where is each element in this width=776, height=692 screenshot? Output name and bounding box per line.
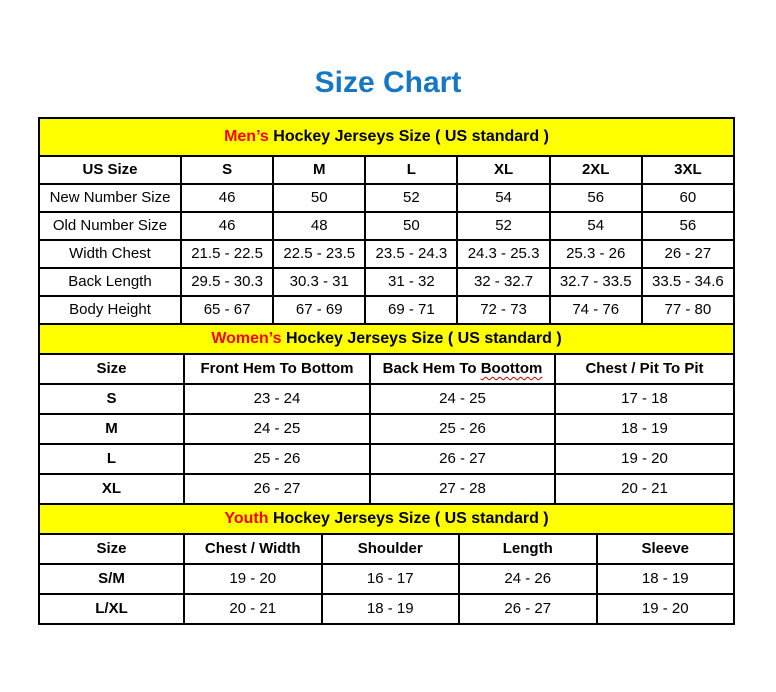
column-header-cell: S <box>181 156 273 184</box>
mens-section-banner <box>39 118 734 156</box>
value-cell: 25.3 - 26 <box>550 240 642 268</box>
column-header-cell: M <box>273 156 365 184</box>
table-row <box>39 384 734 414</box>
youth-header-row <box>39 534 734 564</box>
youth-banner-highlight: Youth <box>224 510 269 528</box>
mens-header-row <box>39 156 734 184</box>
row-label-cell: S <box>39 384 184 414</box>
value-cell: 50 <box>365 212 457 240</box>
value-cell: 56 <box>550 184 642 212</box>
mens-banner-text: Hockey Jerseys Size ( US standard ) <box>268 128 549 146</box>
value-cell: 24 - 25 <box>184 414 370 444</box>
row-label-cell: S/M <box>39 564 184 594</box>
value-cell: 27 - 28 <box>370 474 555 504</box>
value-cell: 23.5 - 24.3 <box>365 240 457 268</box>
table-row <box>39 594 734 624</box>
value-cell: 23 - 24 <box>184 384 370 414</box>
table-row <box>39 474 734 504</box>
column-header-cell: Chest / Width <box>184 534 322 564</box>
page-title: Size Chart <box>314 66 462 99</box>
value-cell: 25 - 26 <box>184 444 370 474</box>
value-cell: 19 - 20 <box>555 444 734 474</box>
value-cell: 32 - 32.7 <box>457 268 549 296</box>
value-cell: 69 - 71 <box>365 296 457 324</box>
mens-banner-highlight: Men’s <box>224 128 269 146</box>
value-cell: 26 - 27 <box>642 240 734 268</box>
value-cell: 24 - 26 <box>459 564 597 594</box>
column-header-cell: US Size <box>39 156 181 184</box>
value-cell: 24.3 - 25.3 <box>457 240 549 268</box>
value-cell: 65 - 67 <box>181 296 273 324</box>
column-header-cell: Chest / Pit To Pit <box>555 354 734 384</box>
value-cell: 24 - 25 <box>370 384 555 414</box>
value-cell: 26 - 27 <box>370 444 555 474</box>
column-header-cell: Size <box>39 534 184 564</box>
womens-banner-row <box>39 324 734 354</box>
misspelled-word: Boottom <box>480 360 543 377</box>
value-cell: 20 - 21 <box>555 474 734 504</box>
value-cell: 21.5 - 22.5 <box>181 240 273 268</box>
row-label-cell: Old Number Size <box>39 212 181 240</box>
value-cell: 52 <box>365 184 457 212</box>
table-row <box>39 564 734 594</box>
value-cell: 20 - 21 <box>184 594 322 624</box>
womens-banner-text: Hockey Jerseys Size ( US standard ) <box>281 330 562 348</box>
womens-banner-highlight: Women’s <box>211 330 282 348</box>
value-cell: 25 - 26 <box>370 414 555 444</box>
mens-banner-row <box>39 118 734 156</box>
value-cell: 18 - 19 <box>322 594 460 624</box>
value-cell: 32.7 - 33.5 <box>550 268 642 296</box>
value-cell: 19 - 20 <box>597 594 735 624</box>
value-cell: 50 <box>273 184 365 212</box>
value-cell: 46 <box>181 212 273 240</box>
row-label-cell: L/XL <box>39 594 184 624</box>
value-cell: 31 - 32 <box>365 268 457 296</box>
youth-size-table <box>38 503 735 625</box>
row-label-cell: L <box>39 444 184 474</box>
value-cell: 18 - 19 <box>597 564 735 594</box>
mens-size-table <box>38 117 735 325</box>
row-label-cell: New Number Size <box>39 184 181 212</box>
column-header-text: Back Hem To <box>382 360 481 377</box>
column-header-cell: 3XL <box>642 156 734 184</box>
value-cell: 26 - 27 <box>459 594 597 624</box>
table-row <box>39 240 734 268</box>
value-cell: 46 <box>181 184 273 212</box>
value-cell: 77 - 80 <box>642 296 734 324</box>
youth-banner-text: Hockey Jerseys Size ( US standard ) <box>268 510 549 528</box>
value-cell: 60 <box>642 184 734 212</box>
womens-section-banner <box>39 324 734 354</box>
row-label-cell: M <box>39 414 184 444</box>
value-cell: 74 - 76 <box>550 296 642 324</box>
value-cell: 30.3 - 31 <box>273 268 365 296</box>
youth-banner-row <box>39 504 734 534</box>
table-row <box>39 414 734 444</box>
column-header-cell: L <box>365 156 457 184</box>
value-cell: 26 - 27 <box>184 474 370 504</box>
column-header-cell: XL <box>457 156 549 184</box>
column-header-cell: 2XL <box>550 156 642 184</box>
value-cell: 22.5 - 23.5 <box>273 240 365 268</box>
value-cell: 17 - 18 <box>555 384 734 414</box>
womens-header-row <box>39 354 734 384</box>
value-cell: 48 <box>273 212 365 240</box>
value-cell: 67 - 69 <box>273 296 365 324</box>
value-cell: 29.5 - 30.3 <box>181 268 273 296</box>
value-cell: 16 - 17 <box>322 564 460 594</box>
womens-size-table <box>38 323 735 505</box>
column-header-cell: Sleeve <box>597 534 735 564</box>
table-row <box>39 444 734 474</box>
value-cell: 56 <box>642 212 734 240</box>
row-label-cell: Body Height <box>39 296 181 324</box>
row-label-cell: XL <box>39 474 184 504</box>
column-header-cell: Front Hem To Bottom <box>184 354 370 384</box>
value-cell: 54 <box>457 184 549 212</box>
column-header-cell: Length <box>459 534 597 564</box>
value-cell: 19 - 20 <box>184 564 322 594</box>
value-cell: 72 - 73 <box>457 296 549 324</box>
value-cell: 52 <box>457 212 549 240</box>
value-cell: 18 - 19 <box>555 414 734 444</box>
value-cell: 54 <box>550 212 642 240</box>
table-row <box>39 212 734 240</box>
row-label-cell: Width Chest <box>39 240 181 268</box>
value-cell: 33.5 - 34.6 <box>642 268 734 296</box>
column-header-cell: Size <box>39 354 184 384</box>
table-row <box>39 184 734 212</box>
youth-section-banner <box>39 504 734 534</box>
row-label-cell: Back Length <box>39 268 181 296</box>
table-row <box>39 296 734 324</box>
column-header-cell: Shoulder <box>322 534 460 564</box>
column-header-cell <box>370 354 555 384</box>
table-row <box>39 268 734 296</box>
